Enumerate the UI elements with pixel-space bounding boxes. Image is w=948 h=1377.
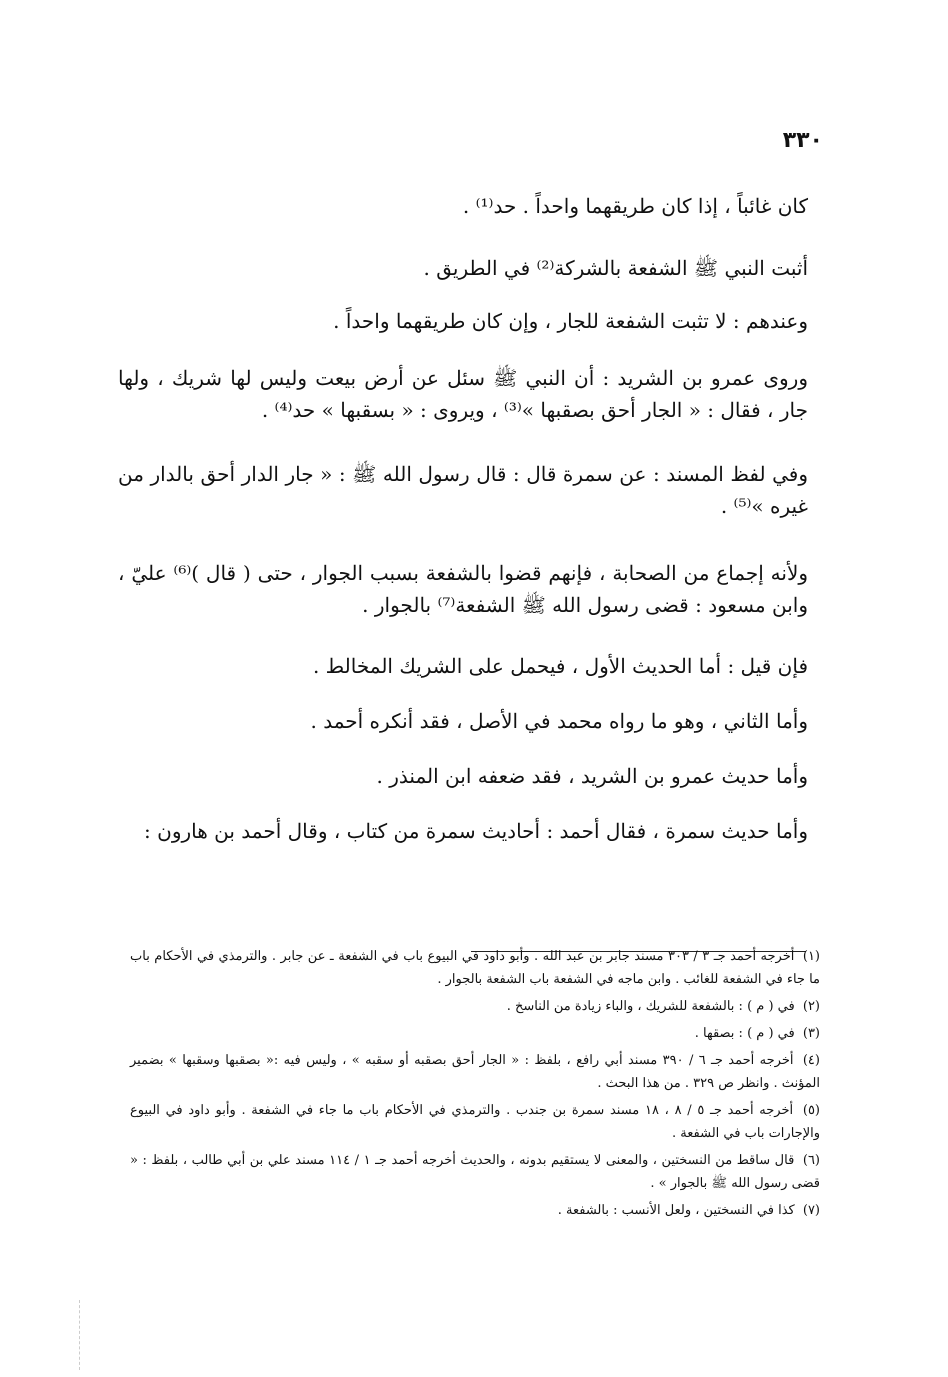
paragraph-2: أثبت النبي ﷺ الشفعة بالشركة⁽²⁾ في الطريق . (423, 256, 808, 280)
footnote-number: (١) (802, 949, 820, 964)
paragraph-1: كان غائباً ، إذا كان طريقهما واحداً . حد⁽¹⁾ . (462, 194, 808, 218)
footnote-5 (130, 1099, 820, 1145)
footnote-text: كذا في النسختين ، ولعل الأنسب : بالشفعة . (557, 1203, 795, 1218)
footnote-text: أخرجه أحمد جـ ٣ / ٣٠٣ مسند جابر بن عبد الله . وأبو داود في البيوع باب في الشفعة ـ عن جابر . والترمذي في الأحكام باب ما جاء في الشفعة للغائب . وابن ماجه في الشفعة باب الشفعة بالجوار . (130, 949, 820, 987)
footnote-number: (٤) (802, 1053, 820, 1068)
footnote-1 (130, 945, 820, 991)
footnote-text: في ( م ) : بالشفعة للشريك ، والباء زيادة من الناسخ . (506, 999, 795, 1014)
paragraph-8: وأما الثاني ، وهو ما رواه محمد في الأصل ، فقد أنكره أحمد . (310, 709, 808, 733)
paragraph-5: وفي لفظ المسند : عن سمرة قال : قال رسول الله ﷺ : « جار الدار أحق بالدار من غيره »⁽⁵⁾ . (118, 462, 808, 518)
footnote-text: أخرجه أحمد جـ ٦ / ٣٩٠ مسند أبي رافع ، بلفظ : « الجار أحق بصقبه أو سقبه » ، وليس فيه :« بصقبها وسقبها » بضمير المؤنث . وانظر ص ٣٢٩ . من هذا البحث . (130, 1053, 820, 1091)
paragraph-10: وأما حديث سمرة ، فقال أحمد : أحاديث سمرة من كتاب ، وقال أحمد بن هارون : (144, 819, 808, 843)
page-number: ٣٣٠ (782, 128, 823, 153)
footnotes (130, 945, 820, 1226)
footnote-number: (٢) (802, 999, 820, 1014)
paragraph-9: وأما حديث عمرو بن الشريد ، فقد ضعفه ابن المنذر . (376, 764, 808, 788)
paragraph-4: وروى عمرو بن الشريد : أن النبي ﷺ سئل عن أرض بيعت وليس لها شريك ، ولها جار ، فقال : « الجار أحق بصقبها »⁽³⁾ ، ويروى : « بسقبها » حد⁽⁴⁾ . (118, 366, 808, 422)
paragraph-7: فإن قيل : أما الحديث الأول ، فيحمل على الشريك المخالط . (312, 654, 808, 678)
footnote-text: أخرجه أحمد جـ ٥ / ٨ ، ١٨ مسند سمرة بن جندب . والترمذي في الأحكام باب ما جاء في الشفعة . وأبو داود في البيوع والإجارات باب في الشفعة . (130, 1103, 820, 1141)
footnote-7 (130, 1199, 820, 1222)
paragraph-3: وعندهم : لا تثبت الشفعة للجار ، وإن كان طريقهما واحداً . (333, 309, 808, 333)
footnote-number: (٧) (802, 1203, 820, 1218)
footnote-4 (130, 1049, 820, 1095)
footnote-number: (٣) (802, 1026, 820, 1041)
footnote-2 (130, 995, 820, 1018)
scan-margin-line (79, 1300, 80, 1370)
footnote-text: في ( م ) : بصقها . (694, 1026, 795, 1041)
footnote-6 (130, 1149, 820, 1195)
footnote-text: قال ساقط من النسختين ، والمعنى لا يستقيم بدونه ، والحديث أخرجه أحمد جـ ١ / ١١٤ مسند علي بن أبي طالب ، بلفظ : « قضى رسول الله ﷺ بالجوار » . (130, 1153, 820, 1191)
footnote-3 (130, 1022, 820, 1045)
paragraph-6: ولأنه إجماع من الصحابة ، فإنهم قضوا بالشفعة بسبب الجوار ، حتى ( قال )⁽⁶⁾ عليّ ، وابن مسعود : قضى رسول الله ﷺ الشفعة⁽⁷⁾ بالجوار . (118, 561, 809, 617)
footnote-number: (٥) (802, 1103, 820, 1118)
footnote-number: (٦) (802, 1153, 820, 1168)
